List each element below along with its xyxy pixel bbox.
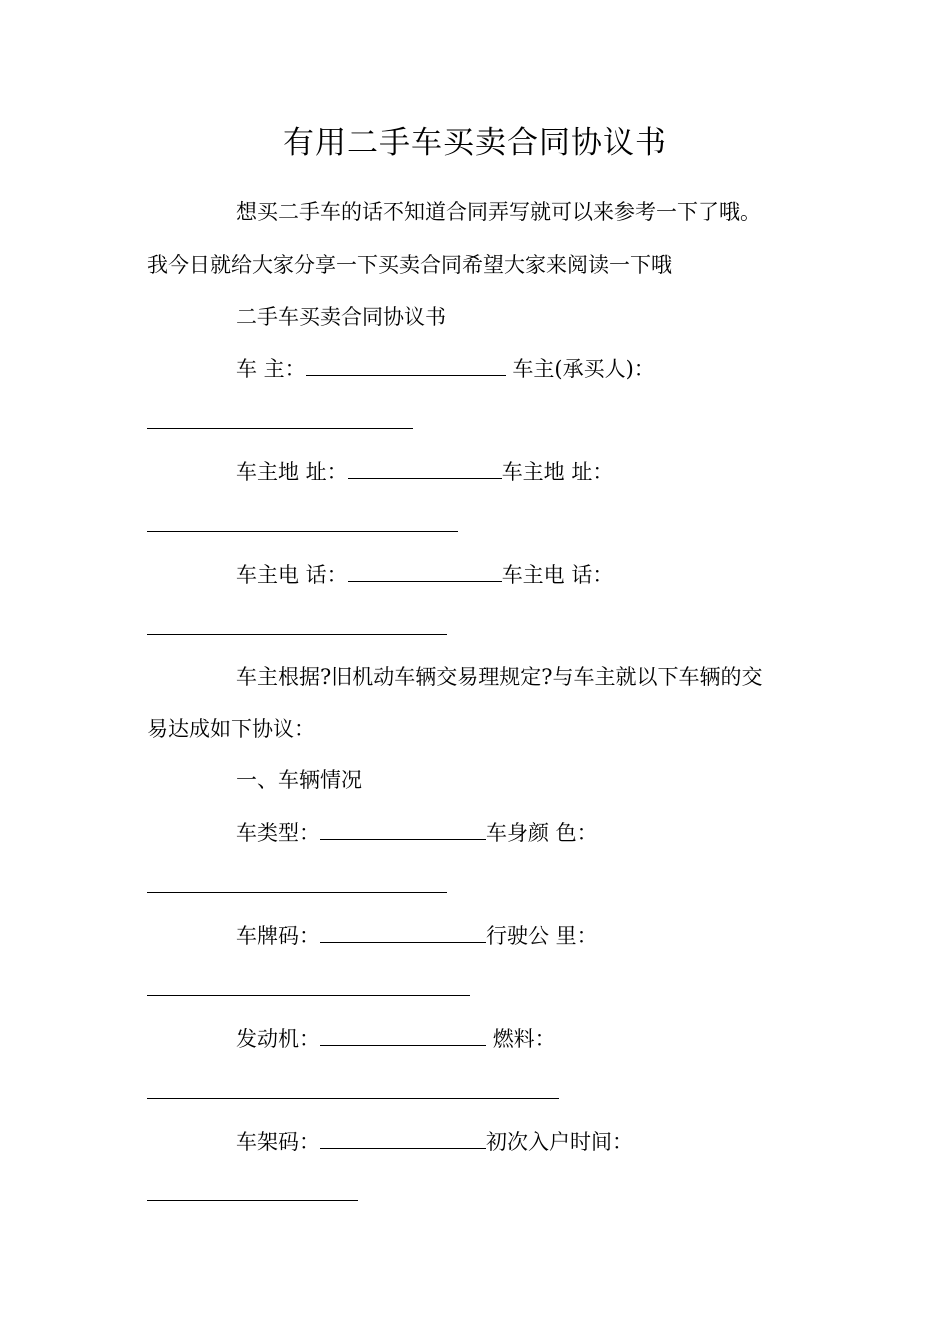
vehicle-type-label: 车类型： xyxy=(236,821,320,845)
registration-date-blank-line[interactable] xyxy=(147,1200,358,1201)
frame-number-label: 车架码： xyxy=(236,1130,320,1154)
frame-number-blank[interactable] xyxy=(320,1126,486,1149)
plate-mileage-row xyxy=(236,920,598,951)
plate-number-label: 车牌码： xyxy=(236,924,320,948)
fuel-label: 燃料： xyxy=(492,1027,556,1051)
agreement-line-1: 车主根据?旧机动车辆交易理规定?与车主就以下车辆的交 xyxy=(236,665,763,689)
type-color-row xyxy=(236,817,598,848)
owner-blank[interactable] xyxy=(306,353,506,376)
owner-address-label: 车主地 址： xyxy=(236,460,348,484)
mileage-blank-line[interactable] xyxy=(147,995,470,996)
owner-phone-label: 车主电 话： xyxy=(236,563,348,587)
owner-phone-blank[interactable] xyxy=(348,559,502,582)
owner-address-blank[interactable] xyxy=(348,456,502,479)
vehicle-color-label: 车身颜 色： xyxy=(486,821,598,845)
address-row xyxy=(236,456,613,487)
engine-label: 发动机： xyxy=(236,1027,320,1051)
intro-line-2: 我今日就给大家分享一下买卖合同希望大家来阅读一下哦 xyxy=(147,253,672,277)
frame-registration-row xyxy=(236,1126,633,1157)
buyer-phone-label: 车主电 话： xyxy=(501,563,614,587)
fuel-blank-line[interactable] xyxy=(147,1098,559,1099)
agreement-line-2: 易达成如下协议： xyxy=(147,717,315,741)
buyer-blank-line[interactable] xyxy=(147,428,413,429)
buyer-phone-blank-line[interactable] xyxy=(147,634,447,635)
buyer-address-label: 车主地 址： xyxy=(501,460,614,484)
vehicle-color-blank-line[interactable] xyxy=(147,892,447,893)
vehicle-type-blank[interactable] xyxy=(320,817,486,840)
owner-label: 车 主： xyxy=(236,357,306,381)
engine-blank[interactable] xyxy=(320,1023,486,1046)
document-title: 有用二手车买卖合同协议书 xyxy=(283,125,667,161)
owner-row xyxy=(236,353,655,384)
section-heading-vehicle: 一、车辆情况 xyxy=(236,768,362,792)
buyer-address-blank-line[interactable] xyxy=(147,531,458,532)
contract-subtitle: 二手车买卖合同协议书 xyxy=(236,305,446,329)
phone-row xyxy=(236,559,613,590)
engine-fuel-row xyxy=(236,1023,556,1054)
intro-line-1: 想买二手车的话不知道合同弄写就可以来参考一下了哦。 xyxy=(236,200,761,224)
mileage-label: 行驶公 里： xyxy=(486,924,598,948)
registration-date-label: 初次入户时间： xyxy=(486,1130,633,1154)
plate-number-blank[interactable] xyxy=(320,920,486,943)
buyer-label: 车主(承买人)： xyxy=(512,357,655,381)
